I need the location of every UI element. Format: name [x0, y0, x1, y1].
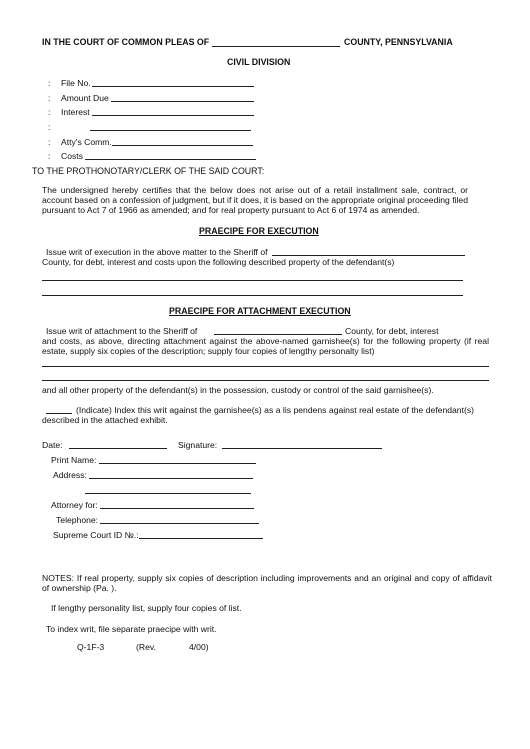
- note-index-writ: To index writ, file separate praecipe with writ.: [46, 624, 217, 634]
- amount-due-label: Amount Due: [61, 93, 109, 103]
- execution-property-line-2[interactable]: [42, 295, 463, 296]
- telephone-field[interactable]: [100, 523, 259, 524]
- field-colon: :: [48, 151, 51, 161]
- field-colon: :: [48, 93, 51, 103]
- execution-title: PRAECIPE FOR EXECUTION: [199, 226, 319, 236]
- revision-date: 4/00): [189, 642, 209, 652]
- execution-sheriff-field[interactable]: [272, 255, 465, 256]
- attachment-property-line-2[interactable]: [42, 380, 489, 381]
- address-field-1[interactable]: [89, 478, 253, 479]
- addressee: TO THE PROTHONOTARY/CLERK OF THE SAID COURT:: [32, 166, 265, 176]
- lis-pendens-text: (Indicate) Index this writ against the garnishee(s) as a lis pendens against real estate of the defendant(s) described in the attached exhibit.: [42, 405, 474, 426]
- atty-comm-label: Atty's Comm.: [61, 137, 112, 147]
- certification-paragraph: The undersigned hereby certifies that the below does not arise out of a retail installment sale, contract, or account based on a confession of judgment, but if it does, it is based on the appropriate original proceeding filed pursuant to Act 7 of 1966 as amended; and for real property pursuant to Act 6 of 1974 as amended.: [42, 185, 468, 216]
- signature-field[interactable]: [222, 448, 382, 449]
- interest-label: Interest: [61, 107, 90, 117]
- supreme-court-id-label: Supreme Court ID №.:: [53, 530, 139, 540]
- attachment-property-line-1[interactable]: [42, 366, 489, 367]
- address-field-2[interactable]: [85, 493, 251, 494]
- interest-field[interactable]: [92, 115, 254, 116]
- court-prefix: IN THE COURT OF COMMON PLEAS OF: [42, 37, 210, 47]
- attachment-line2: and costs, as above, directing attachment against the above-named garnishee(s) for the following property (if real estate, supply six copies of the description; supply four copies of lengthy personalty list): [42, 336, 489, 357]
- form-number: Q-1F-3: [77, 642, 105, 652]
- attachment-line1a: Issue writ of attachment to the Sheriff of: [46, 326, 198, 336]
- amount-due-field[interactable]: [111, 101, 254, 102]
- date-field[interactable]: [69, 448, 167, 449]
- execution-line1: Issue writ of execution in the above matter to the Sheriff of: [46, 247, 268, 257]
- attachment-line3: and all other property of the defendant(s) in the possession, custody or control of the said garnishee(s).: [42, 385, 434, 395]
- attorney-for-label: Attorney for:: [51, 500, 98, 510]
- atty-comm-field[interactable]: [112, 145, 253, 146]
- revision-label: (Rev.: [136, 642, 156, 652]
- field-colon: :: [48, 122, 51, 132]
- division-title: CIVIL DIVISION: [227, 57, 291, 67]
- costs-label: Costs: [61, 151, 83, 161]
- field-colon: :: [48, 137, 51, 147]
- attorney-for-field[interactable]: [100, 508, 254, 509]
- execution-property-line-1[interactable]: [42, 280, 463, 281]
- supreme-court-id-field[interactable]: [139, 538, 263, 539]
- file-no-field[interactable]: [92, 86, 254, 87]
- county-blank[interactable]: [212, 46, 340, 47]
- attachment-line1b: County, for debt, interest: [345, 326, 439, 336]
- date-label: Date:: [42, 440, 63, 450]
- print-name-field[interactable]: [99, 463, 256, 464]
- attachment-title: PRAECIPE FOR ATTACHMENT EXECUTION: [169, 306, 351, 316]
- attachment-sheriff-field[interactable]: [214, 334, 342, 335]
- execution-line2: County, for debt, interest and costs upon the following described property of the defendant(s): [42, 257, 395, 267]
- court-header: [42, 37, 209, 47]
- field-colon: :: [48, 78, 51, 88]
- file-no-label: File No.: [61, 78, 91, 88]
- extra-field[interactable]: [90, 130, 251, 131]
- note-personality-list: If lengthy personality list, supply four copies of list.: [51, 603, 242, 613]
- field-colon: :: [48, 107, 51, 117]
- note-real-property: NOTES: If real property, supply six copies of description including improvements and an original and copy of affidavit of ownership (Pa. ).: [42, 573, 492, 594]
- court-suffix: COUNTY, PENNSYLVANIA: [344, 37, 453, 47]
- address-label: Address:: [53, 470, 87, 480]
- signature-label: Signature:: [178, 440, 218, 450]
- print-name-label: Print Name:: [51, 455, 97, 465]
- costs-field[interactable]: [85, 159, 256, 160]
- telephone-label: Telephone:: [56, 515, 99, 525]
